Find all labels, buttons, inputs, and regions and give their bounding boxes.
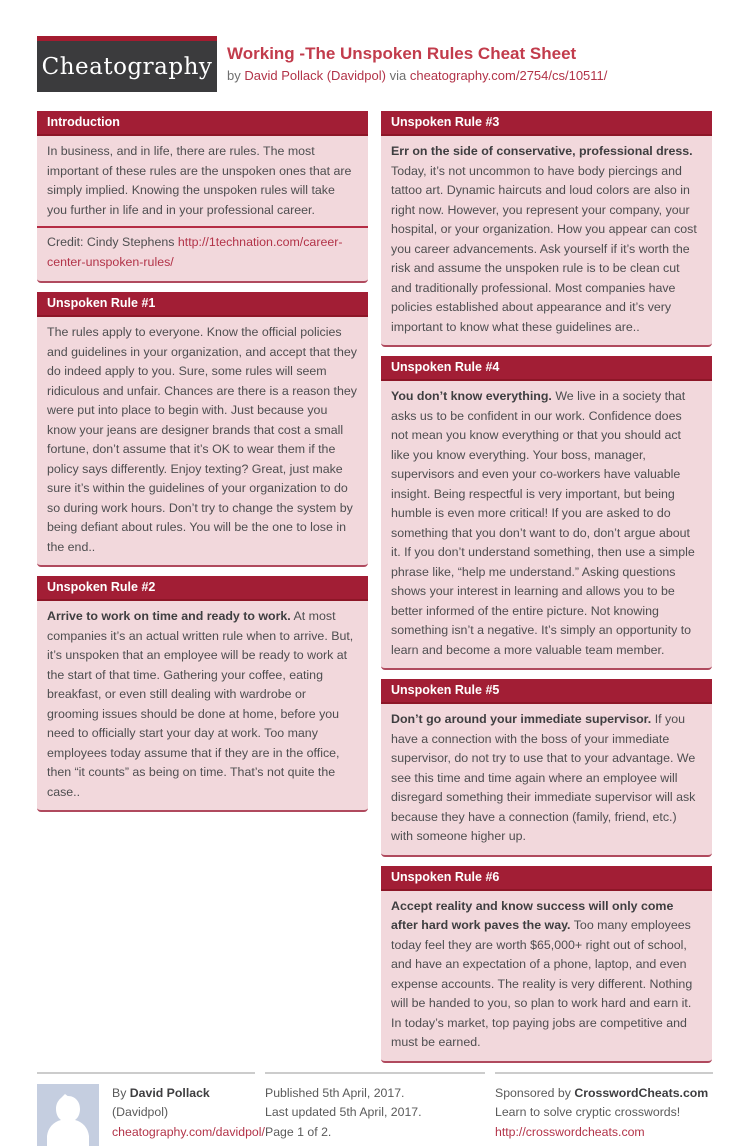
section-body-rule-3 [381,136,712,345]
introduction-text: In business, and in life, there are rules. The most important of these rules are the unspoken ones that are simply implied. Knowing the unspoken rules will take you further in life and in your professional career. [47,144,352,217]
footer-author-name: David Pollack [129,1085,210,1100]
footer-page-info: Page 1 of 2. [265,1124,332,1139]
rule-4-lead: You don’t know everything. [391,389,552,403]
right-column [381,111,712,1072]
page-title: Working -The Unspoken Rules Cheat Sheet [227,44,577,63]
section-header-introduction: Introduction [37,111,368,136]
footer-sponsor-name: CrosswordCheats.com [574,1085,709,1100]
cheatography-logo-text: Cheatography [41,53,213,80]
footer-by-text: By [112,1085,127,1100]
left-column [37,111,368,821]
title-block [217,36,607,92]
rule-4-text: We live in a society that asks us to be confident in our work. Confidence does not mean you know everything or that you should act like you know everything. Your boss, manager, supervisors and even your co-workers have valuable insight. Being respectful is very important, but being humble is even more critical! If you are asked to do something that you don’t want to do, don’t argue about it. If you don’t understand something, then use a simple phrase like, “help me understand.” Asking questions shows your interest in learning and allows you to be better informed of the entire picture. Not knowing something isn’t a negative. It’s simply an opportunity to learn and become a more valuable team member. [391,389,695,657]
footer-author-column [37,1072,265,1146]
rule-2-lead: Arrive to work on time and ready to work. [47,609,291,623]
credit-link[interactable]: http://1technation.com/career-center-unspoken-rules/ [47,235,343,269]
rule-3-lead: Err on the side of conservative, professional dress. [391,144,693,158]
footer-sponsor-column [495,1072,713,1146]
sheet-url-link[interactable]: cheatography.com/2754/cs/10511/ [409,68,608,83]
rule-5-lead: Don’t go around your immediate supervisor. [391,712,652,726]
footer-published: Published 5th April, 2017. [265,1085,405,1100]
footer-author-line [112,1084,265,1123]
rule-3-text: Today, it’s not uncommon to have body piercings and tattoo art. Dynamic haircuts and loud colors are also in right now. However, you represent your company, your hospital, or your organization. How you appear can cost you career advancements. Ask yourself if it’s worth the risk and assume the unspoken rule is to be clean cut and traditionally professional. Most companies have policies established about appearance and it’s very important to know what these guidelines are.. [391,163,697,334]
section-body-rule-6 [381,891,712,1061]
section-rule-3 [381,111,712,347]
cheatography-logo[interactable] [37,36,217,92]
rule-5-text: If you have a connection with the boss of your immediate supervisor, do not try to use that to your advantage. We see this time and time again where an employee will disregard something their immediate supervisor will ask because they have a connection (family, friend, etc.) with someone higher up. [391,712,696,843]
section-rule-1 [37,292,368,567]
footer-updated: Last updated 5th April, 2017. [265,1105,422,1119]
page-header [37,36,713,92]
author-avatar [37,1084,99,1146]
footer-author-handle: (Davidpol) [112,1105,169,1119]
rule-6-lead: Accept reality and know success will only come after hard work paves the way. [391,898,674,932]
section-rule-4 [381,356,712,670]
section-body-rule-4 [381,381,712,668]
byline-by-text: by [227,68,241,83]
section-rule-5 [381,679,712,857]
section-header-rule-1: Unspoken Rule #1 [37,292,368,317]
author-link[interactable]: David Pollack (Davidpol) [244,68,386,83]
section-body-rule-2 [37,601,368,810]
section-body-introduction [37,136,368,281]
content-columns [37,111,713,1072]
rule-6-text: Too many employees today feel they are worth $65,000+ right out of school, and have an expectation of a phone, laptop, and even expense accounts. The reality is very different. Nothing will be handed to you, so plan to work hard and earn it. In today’s market, top paying jobs are competitive and must be earned. [391,918,693,1049]
credit-row [37,226,368,273]
section-header-rule-6: Unspoken Rule #6 [381,866,712,891]
section-body-rule-1 [37,317,368,565]
byline [227,66,607,86]
footer-sponsor-link[interactable]: http://crosswordcheats.com [495,1124,645,1139]
footer-sponsored-by-text: Sponsored by [495,1085,571,1100]
section-header-rule-4: Unspoken Rule #4 [381,356,712,381]
footer-profile-link[interactable]: cheatography.com/davidpol/ [112,1124,265,1139]
cheat-sheet-page [0,36,750,1139]
footer-author-meta [112,1084,265,1146]
section-rule-2 [37,576,368,812]
section-header-rule-3: Unspoken Rule #3 [381,111,712,136]
rule-1-text: The rules apply to everyone. Know the official policies and guidelines in your organization, and accept that they do indeed apply to you. Sure, some rules will seem ridiculous and unfair. Chances are there is a reason they were put into place to begin with. Just because you know your jeans are designer brands that cost a small fortune, don’t assume that it’s OK to wear them if the policy says differently. Enjoy texting? Great, just make sure it’s within the guidelines of your organization to do so during work hours. Don’t try to change the system by being defiant about rules. You will be the one to lose in the end.. [47,325,357,554]
page-footer [37,1072,713,1146]
section-body-rule-5 [381,704,712,855]
footer-sponsor-line [495,1084,713,1104]
footer-publish-column [265,1072,485,1146]
section-rule-6 [381,866,712,1063]
credit-text: Credit: Cindy Stephens [47,235,175,249]
footer-sponsor-tagline: Learn to solve cryptic crosswords! [495,1105,681,1119]
section-header-rule-5: Unspoken Rule #5 [381,679,712,704]
byline-via-text: via [389,68,407,83]
rule-2-text: At most companies it’s an actual written rule when to arrive. But, it’s unspoken that an employee will be ready to work at the start of that time. Gathering your coffee, eating breakfast, or even still dealing with wardrobe or grooming issues should be done at home, before you need to officially start your day at work. Too many employees today assume that if they are in the office, then “it counts” as being on time. That’s not quite the case.. [47,609,354,799]
section-introduction [37,111,368,283]
section-header-rule-2: Unspoken Rule #2 [37,576,368,601]
